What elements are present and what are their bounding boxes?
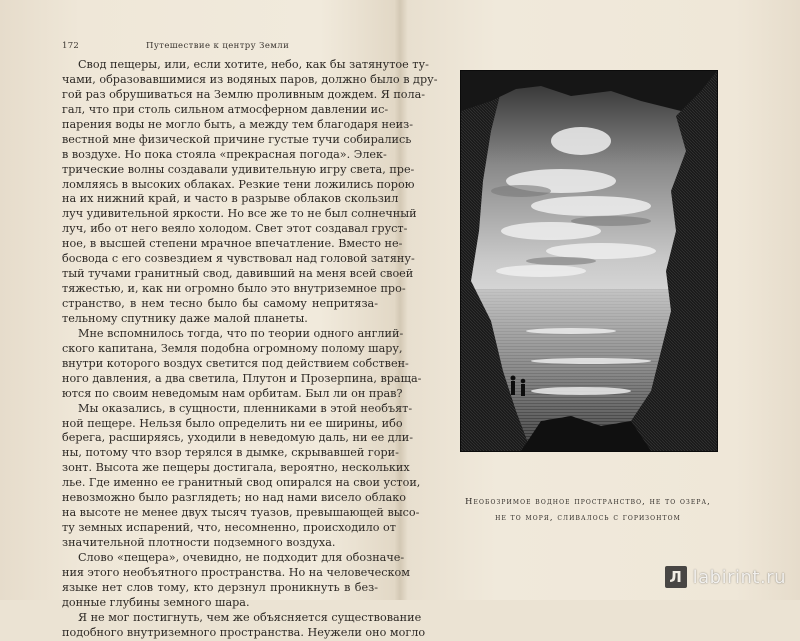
- text-line: тый тучами гранитный свод, давивший на меня всей своей: [62, 267, 414, 281]
- text-line: донные глубины земного шара.: [62, 595, 250, 609]
- text-line: луч, ибо от него веяло холодом. Свет этот создавал груст-: [62, 222, 408, 236]
- text-line: лье. Где именно ее гранитный свод опирался на свои устои,: [62, 476, 421, 490]
- text-line: подобного внутриземного пространства. Неужели оно могло: [62, 625, 426, 639]
- text-line: Слово «пещера», очевидно, не подходит для обозначе-: [78, 550, 405, 564]
- right-page: [400, 0, 800, 600]
- caption-line-1: Необозримое водное пространство, не то озера,: [465, 496, 711, 506]
- text-line: внутри которого воздух светится под действием собствен-: [62, 356, 409, 370]
- text-line: на высоте не менее двух тысяч туазов, превышающей высо-: [62, 506, 420, 520]
- text-line: ной пещере. Нельзя было определить ни ее ширины, ибо: [62, 416, 403, 430]
- body-text: [62, 58, 438, 641]
- illustration-caption: [460, 493, 716, 525]
- text-line: ту земных испарений, что, несомненно, происходило от: [62, 521, 396, 535]
- text-line: в воздухе. Но пока стояла «прекрасная погода». Элек-: [62, 147, 387, 161]
- text-line: тяжестью, и, как ни огромно было это внутриземное про-: [62, 282, 406, 296]
- text-line: чами, образовавшимися из водяных паров, должно было в дру-: [62, 72, 438, 86]
- text-line: гал, что при столь сильном атмосферном давлении ис-: [62, 102, 389, 116]
- text-line: значительной плотности подземного воздуха.: [62, 536, 336, 549]
- text-line: тельному спутнику даже малой планеты.: [62, 311, 308, 325]
- text-line: трические волны создавали удивительную игру света, пре-: [62, 162, 415, 176]
- text-line: ное, в высшей степени мрачное впечатление. Вместо не-: [62, 237, 403, 251]
- text-line: ются по своим неведомым нам орбитам. Был ли он прав?: [62, 386, 403, 400]
- text-line: гой раз обрушиваться на Землю проливным дождем. Я пола-: [62, 87, 426, 101]
- text-line: ного давления, а два светила, Плутон и Прозерпина, враща-: [62, 371, 422, 385]
- labirint-watermark: [665, 566, 786, 588]
- engraving-illustration: [460, 70, 718, 452]
- text-line: Мы оказались, в сущности, пленниками в этой необъят-: [78, 401, 413, 415]
- text-line: босвода с его созвездием я чувствовал над головой затяну-: [62, 252, 415, 266]
- text-line: языке нет слов тому, кто дерзнул проникнуть в без-: [62, 580, 378, 594]
- text-line: ломляясь в высоких облаках. Резкие тени ложились порою: [62, 177, 415, 191]
- caption-line-2: не то моря, сливалось с горизонтом: [495, 512, 681, 522]
- text-line: невозможно было разглядеть; но над нами висело облако: [62, 491, 406, 505]
- text-line: берега, расширяясь, уходили в неведомую даль, ни ее дли-: [62, 431, 413, 445]
- text-line: ния этого необъятного пространства. Но на человеческом: [62, 565, 410, 579]
- text-line: на их нижний край, и часто в разрыве облаков скользил: [62, 192, 399, 206]
- text-line: странство, в нем тесно было бы самому непритяза-: [62, 297, 378, 310]
- text-line: ского капитана, Земля подобна огромному полому шару,: [62, 341, 403, 355]
- text-line: зонт. Высота же пещеры достигала, вероятно, нескольких: [62, 461, 410, 475]
- text-line: Мне вспомнилось тогда, что по теории одного англий-: [78, 326, 404, 340]
- watermark-text: labirint.ru: [692, 566, 786, 588]
- text-line: Свод пещеры, или, если хотите, небо, как бы затянутое ту-: [78, 58, 429, 71]
- labirint-logo-icon: Л: [665, 566, 687, 588]
- page-number: 172: [62, 41, 80, 51]
- text-line: Я не мог постигнуть, чем же объясняется существование: [78, 610, 422, 624]
- text-line: ны, потому что взор терялся в дымке, скрывавшей гори-: [62, 446, 399, 460]
- running-head: Путешествие к центру Земли: [146, 41, 290, 51]
- text-line: луч удивительной яркости. Но все же то не был солнечный: [62, 207, 417, 221]
- text-line: вестной мне физической причине густые тучи собирались: [62, 132, 412, 146]
- cave-sea-engraving: [461, 71, 717, 451]
- text-line: парения воды не могло быть, а между тем благодаря неиз-: [62, 117, 413, 131]
